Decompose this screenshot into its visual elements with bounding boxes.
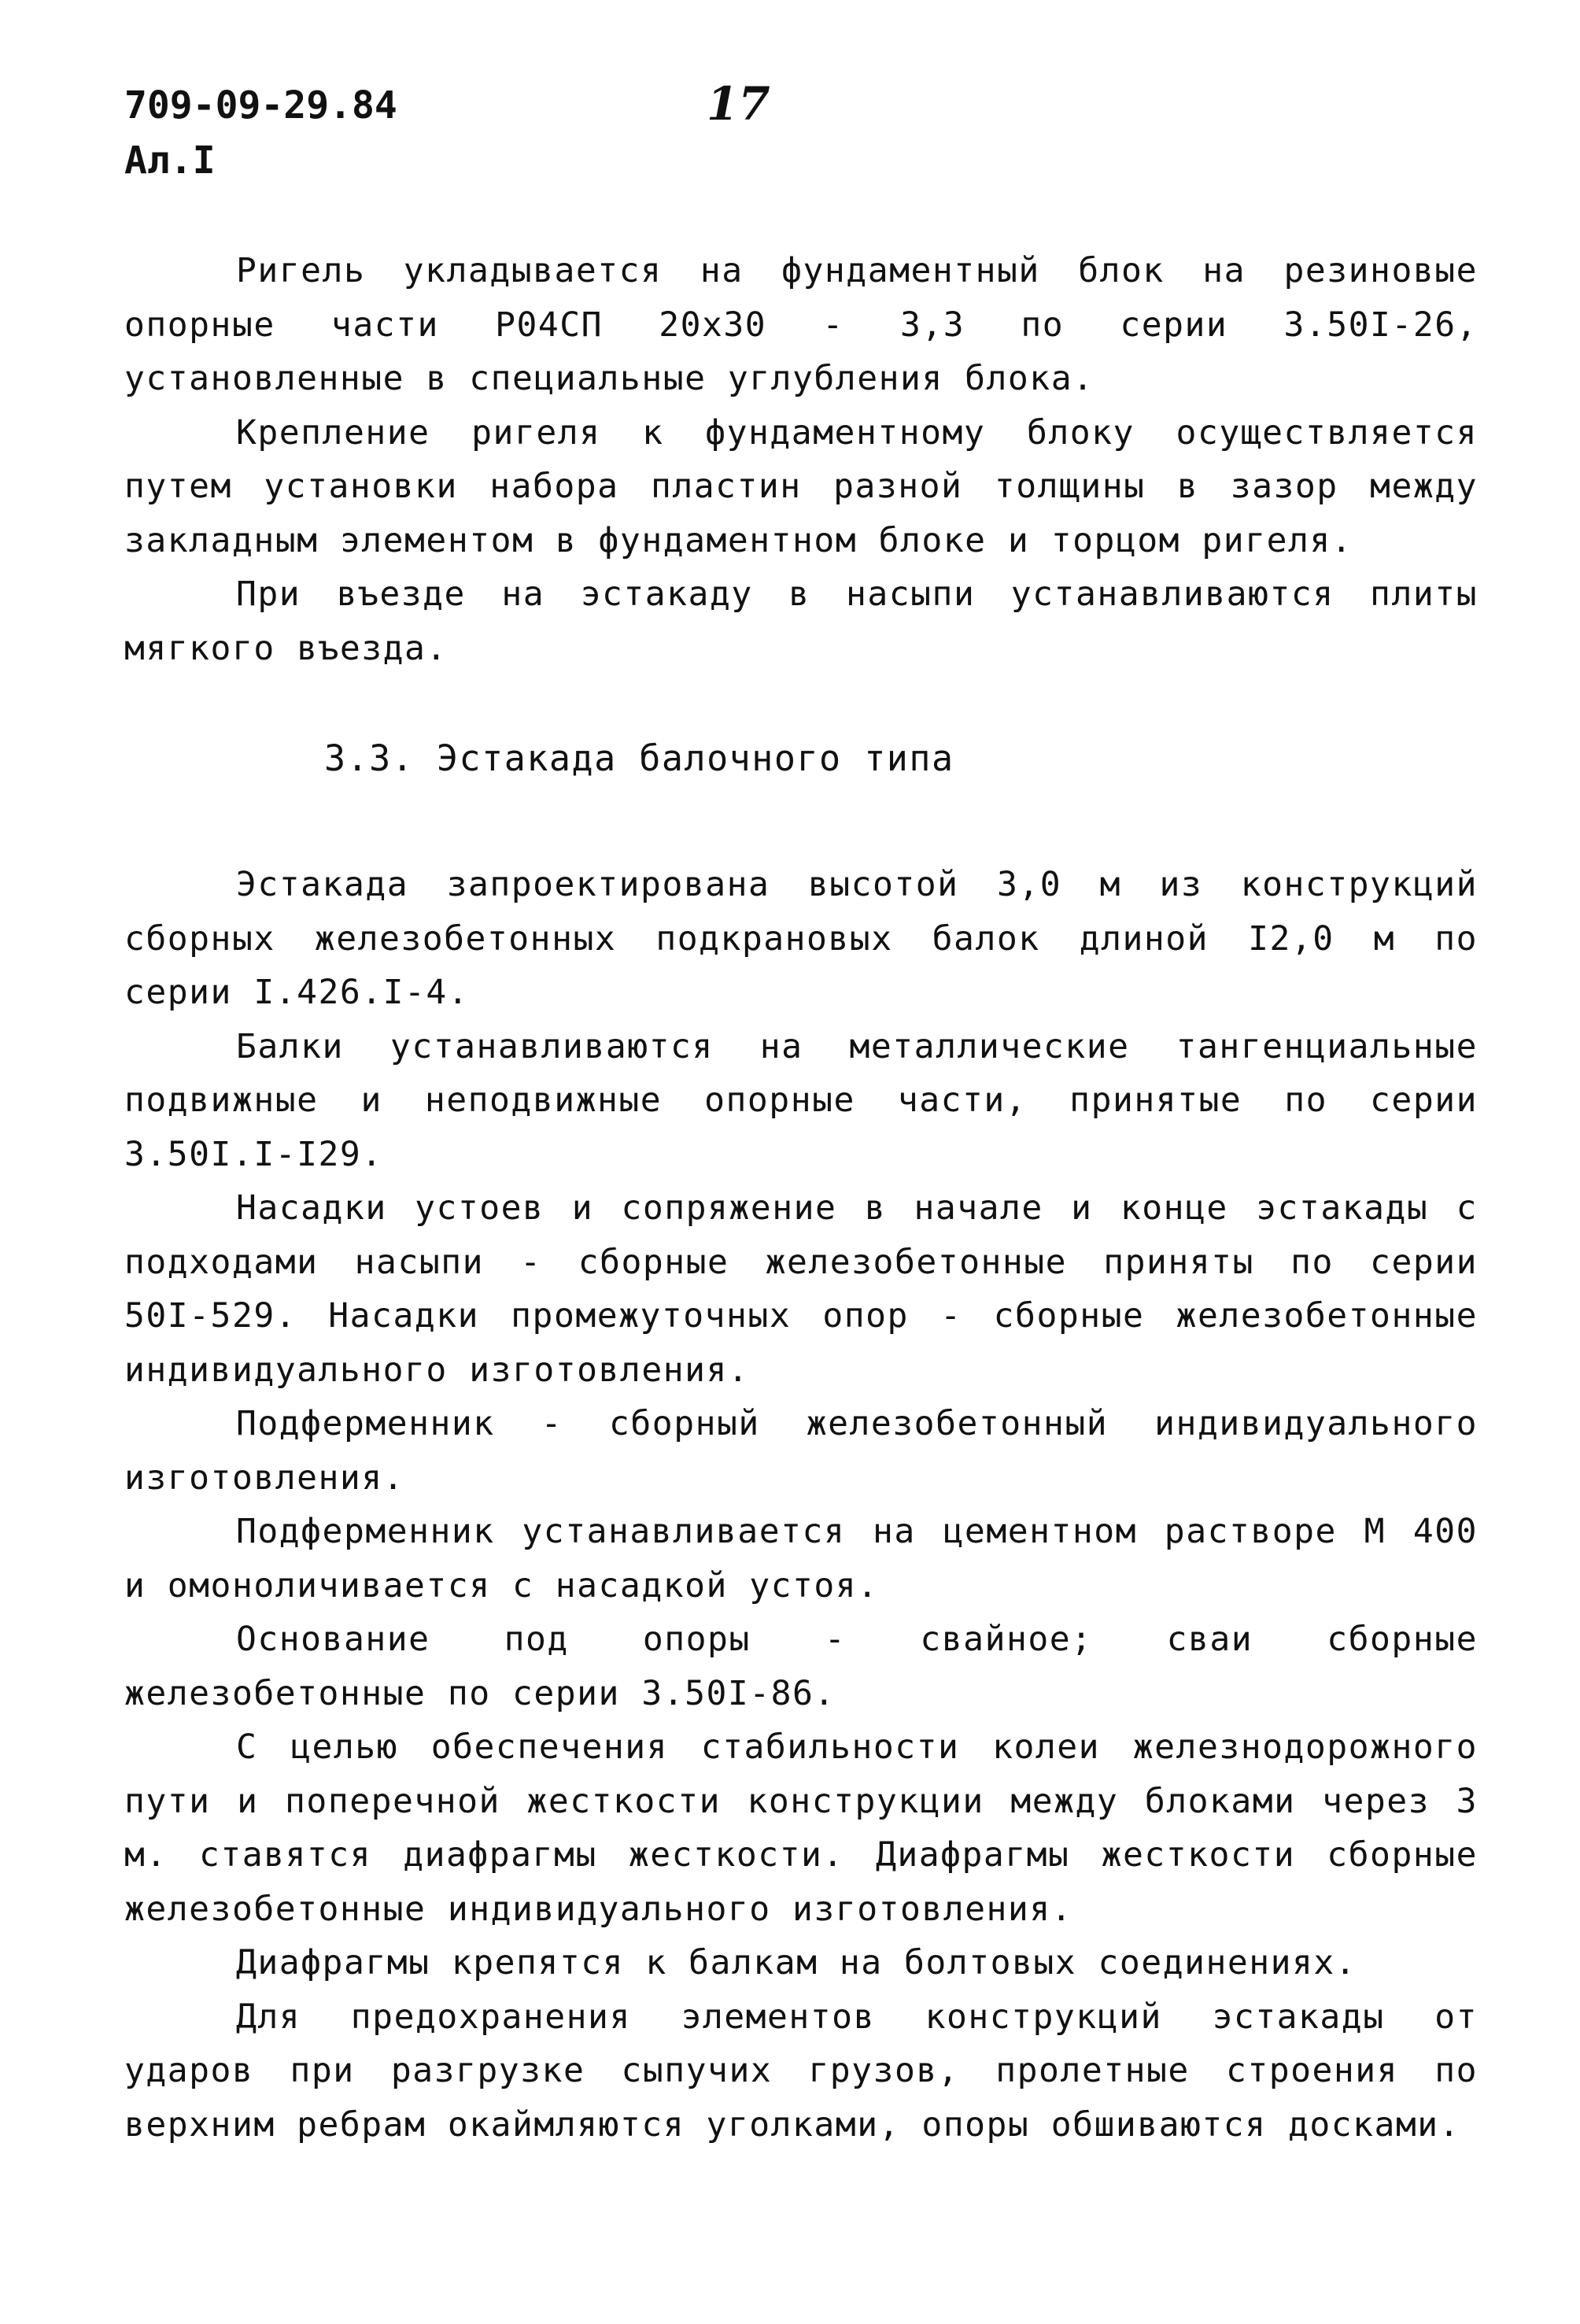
page-number: 17 xyxy=(707,77,770,131)
section-3-3-text xyxy=(124,858,1478,2152)
paragraph: Для предохранения элементов конструкций эстакады от ударов при разгрузке сыпучих грузов, пролетные строения по верхним ребрам окаймляются уголками, опоры обшиваются досками. xyxy=(124,1997,1478,2145)
section-3-2-text xyxy=(124,244,1478,675)
paragraph: Ригель укладывается на фундаментный блок на резиновые опорные части Р04СП 20х30 - 3,3 по серии 3.50I-26, установленные в специальные углубления блока. xyxy=(124,251,1478,398)
paragraph: Подферменник устанавливается на цементном растворе М 400 и омоноличивается с насадкой устоя. xyxy=(124,1512,1478,1605)
section-heading: 3.3. Эстакада балочного типа xyxy=(324,737,954,779)
paragraph: С целью обеспечения стабильности колеи железнодорожного пути и поперечной жесткости конструкции между блоками через 3 м. ставятся диафрагмы жесткости. Диафрагмы жесткости сборные железобетонные индивидуального изготовления. xyxy=(124,1727,1478,1929)
paragraph: Диафрагмы крепятся к балкам на болтовых соединениях. xyxy=(236,1943,1357,1982)
paragraph: Насадки устоев и сопряжение в начале и конце эстакады с подходами насыпи - сборные железобетонные приняты по серии 50I-529. Насадки промежуточных опор - сборные железобетонные индивидуального изготовления. xyxy=(124,1188,1478,1390)
sheet-label: Ал.I xyxy=(124,139,216,183)
paragraph: Балки устанавливаются на металлические тангенциальные подвижные и неподвижные опорные части, принятые по серии 3.50I.I-I29. xyxy=(124,1026,1478,1174)
document-code: 709-09-29.84 xyxy=(124,83,397,127)
paragraph: Эстакада запроектирована высотой 3,0 м из конструкций сборных железобетонных подкрановых балок длиной I2,0 м по серии I.426.I-4. xyxy=(124,865,1478,1012)
paragraph: При въезде на эстакаду в насыпи устанавливаются плиты мягкого въезда. xyxy=(124,575,1478,668)
paragraph: Крепление ригеля к фундаментному блоку осуществляется путем установки набора пластин разной толщины в зазор между закладным элементом в фундаментном блоке и торцом ригеля. xyxy=(124,412,1478,560)
paragraph: Подферменник - сборный железобетонный индивидуального изготовления. xyxy=(124,1404,1478,1498)
paragraph: Основание под опоры - свайное; сваи сборные железобетонные по серии 3.50I-86. xyxy=(124,1620,1478,1713)
